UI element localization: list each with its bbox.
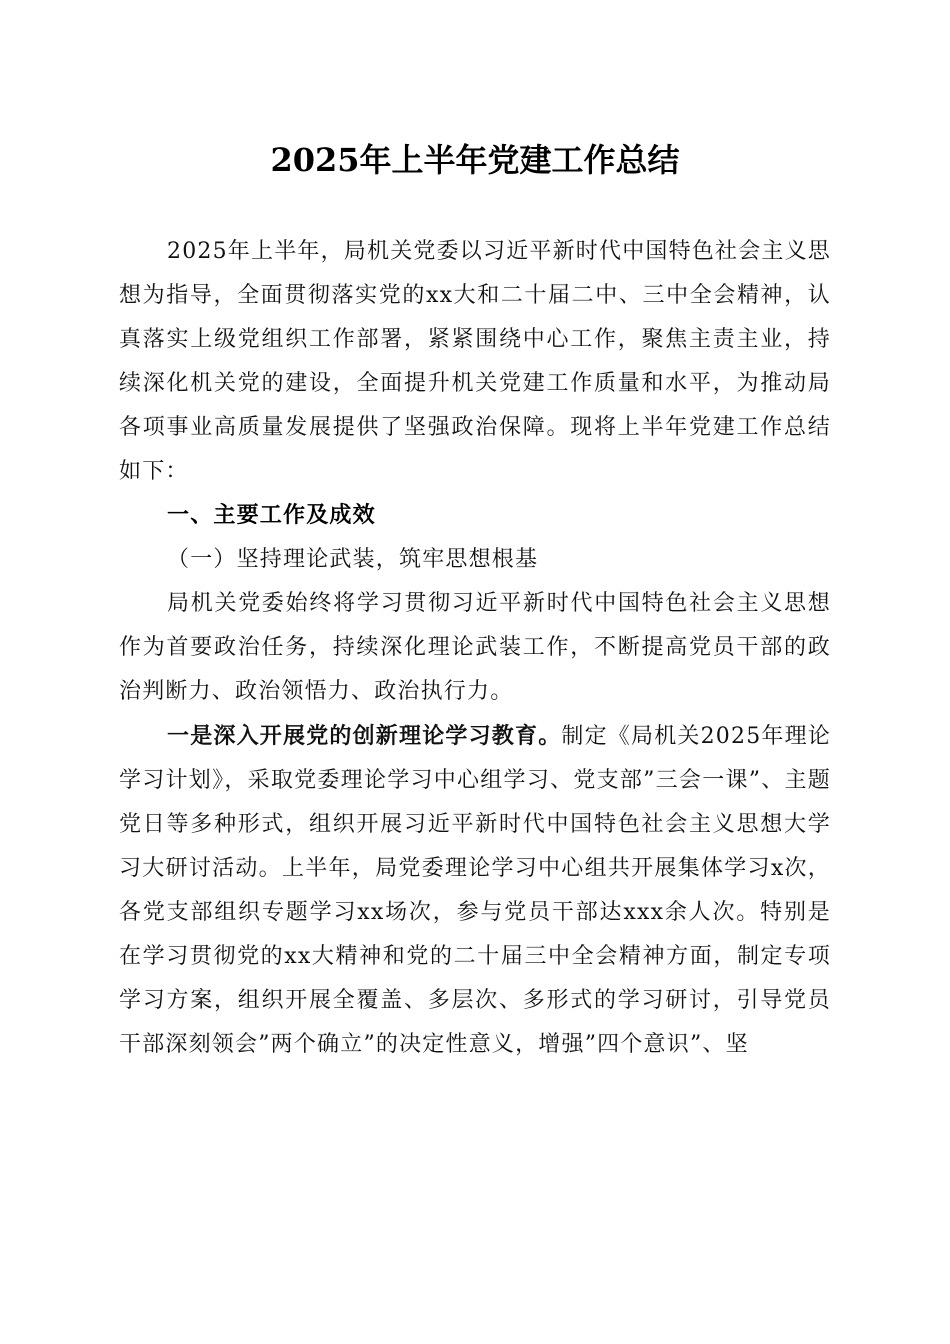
document-body [119,230,831,1067]
intro-paragraph: 2025年上半年，局机关党委以习近平新时代中国特色社会主义思想为指导，全面贯彻落实党的xx大和二十届二中、三中全会精神，认真落实上级党组织工作部署，紧紧围绕中心工作，聚焦主责主业，持续深化机关党的建设，全面提升机关党建工作质量和水平，为推动局各项事业高质量发展提供了坚强政治保障。现将上半年党建工作总结如下： [119,239,831,484]
document-title: 2025年上半年党建工作总结 [270,141,680,179]
subsection-paragraph-theory: 局机关党委始终将学习贯彻习近平新时代中国特色社会主义思想作为首要政治任务，持续深化理论武装工作，不断提高党员干部的政治判断力、政治领悟力、政治执行力。 [119,591,831,704]
subsection-heading-theory: （一）坚持理论武装，筑牢思想根基 [167,547,539,572]
item-lead-text: 一是深入开展党的创新理论学习教育。 [167,723,562,749]
item-body-text: 制定《局机关2025年理论学习计划》，采取党委理论学习中心组学习、党支部”三会一课”、主题党日等多种形式，组织开展习近平新时代中国特色社会主义思想大学习大研讨活动。上半年，局党委理论学习中心组共开展集体学习x次，各党支部组织专题学习xx场次，参与党员干部达xxx余人次。特别是在学习贯彻党的xx大精神和党的二十届三中全会精神方面，制定专项学习方案，组织开展全覆盖、多层次、多形式的学习研讨，引导党员干部深刻领会”两个确立”的决定性意义，增强”四个意识”、坚 [119,724,831,1057]
section-heading-main-work: 一、主要工作及成效 [167,503,376,528]
item-paragraph-study [119,714,831,1067]
